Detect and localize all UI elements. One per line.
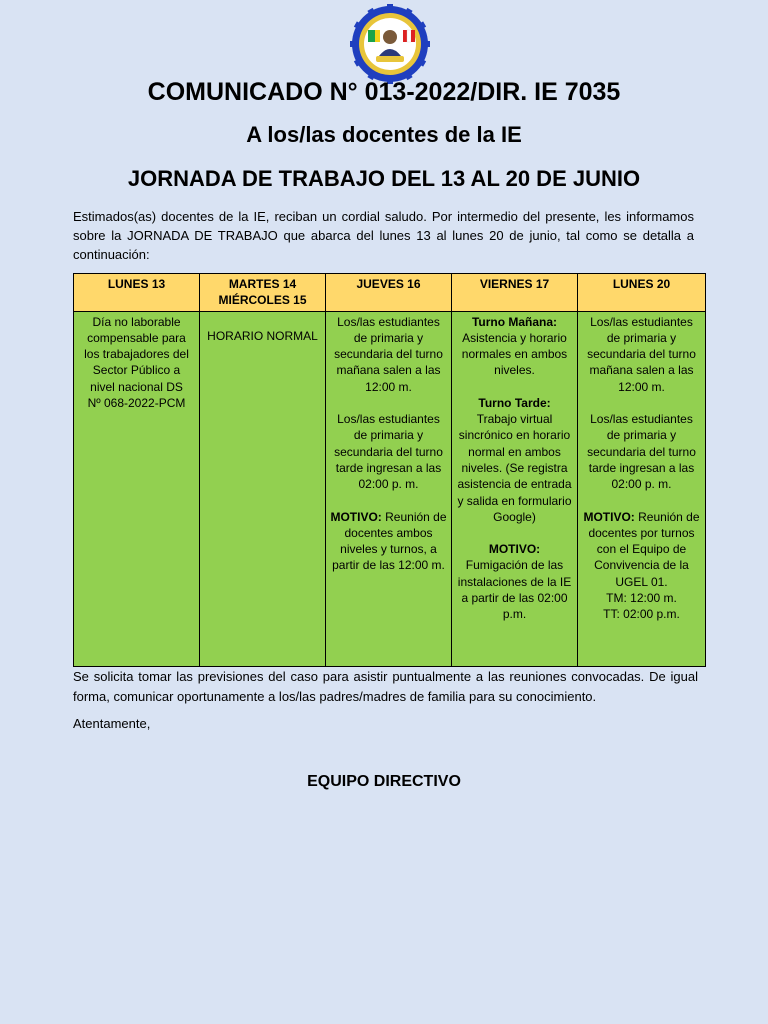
lunes20-tt: TT: 02:00 p.m. (603, 607, 680, 622)
intro-paragraph: Estimados(as) docentes de la IE, reciban un cordial saludo. Por intermedio del presente, les informamos sobre la JORNADA DE TRABAJO que abarca del lunes 13 al lunes 20 de junio, tal como se detalla a continuación: (73, 209, 694, 262)
viernes-tarde-text: Trabajo virtual sincrónico en horario normal en ambos niveles. (Se registra asistencia de entrada y salida en formulario Google) (457, 412, 572, 524)
sign-off: Atentamente, (73, 716, 151, 731)
cell-martes-miercoles (200, 311, 326, 666)
jueves-motivo (330, 509, 447, 574)
lunes20-paragraph-1: Los/las estudiantes de primaria y secundaria del turno mañana salen a las 12:00 m. (587, 314, 696, 394)
cell-lunes-13-text: Día no laborable compensable para los trabajadores del Sector Público a nivel nacional DS Nº 068-2022-PCM (84, 314, 189, 411)
lunes20-tm: TM: 12:00 m. (606, 591, 677, 606)
cell-lunes-20 (578, 311, 706, 666)
viernes-motivo-label: MOTIVO: (488, 542, 541, 557)
horario-normal-text: HORARIO NORMAL (207, 328, 318, 343)
viernes-manana-label: Turno Mañana: (471, 314, 558, 329)
ribbon-banner (376, 56, 404, 62)
header-martes-miercoles: MARTES 14 MIÉRCOLES 15 (200, 274, 326, 312)
signature-team: EQUIPO DIRECTIVO (307, 773, 461, 790)
portrait-icon (383, 30, 397, 44)
lunes20-motivo-text: Reunión de docentes por turnos con el Equipo de Convivencia de la UGEL 01. (588, 509, 700, 589)
peru-flag-icon (411, 30, 415, 42)
recipients-heading: A los/las docentes de la IE (246, 122, 522, 147)
cell-viernes-17 (452, 311, 578, 666)
cell-jueves-16 (326, 311, 452, 666)
school-crest-logo (350, 4, 430, 84)
header-lunes-20: LUNES 20 (578, 274, 706, 312)
viernes-tarde-label: Turno Tarde: (478, 395, 551, 410)
viernes-manana-text: Asistencia y horario normales en ambos niveles. (461, 330, 568, 378)
table-header-row (74, 274, 706, 312)
header-jueves-16: JUEVES 16 (326, 274, 452, 312)
green-flag-icon (368, 30, 375, 42)
document-title: COMUNICADO N° 013-2022/DIR. IE 7035 (147, 78, 621, 106)
lunes20-motivo (582, 509, 701, 590)
lunes20-paragraph-2: Los/las estudiantes de primaria y secundaria del turno tarde ingresan a las 02:00 p. m. (587, 412, 696, 492)
jueves-paragraph-1: Los/las estudiantes de primaria y secundaria del turno mañana salen a las 12:00 m. (334, 314, 443, 394)
header-lunes-13: LUNES 13 (74, 274, 200, 312)
jueves-motivo-text: Reunión de docentes ambos niveles y turnos, a partir de las 12:00 m. (332, 509, 447, 573)
jueves-motivo-label: MOTIVO: (330, 509, 382, 524)
cell-lunes-13 (74, 311, 200, 666)
header-viernes-17: VIERNES 17 (452, 274, 578, 312)
subject-heading: JORNADA DE TRABAJO DEL 13 AL 20 DE JUNIO (127, 166, 641, 191)
table-row (74, 311, 706, 666)
schedule-table (73, 273, 706, 667)
lunes20-motivo-label: MOTIVO: (583, 509, 635, 524)
closing-paragraph: Se solicita tomar las previsiones del caso para asistir puntualmente a las reuniones convocadas. De igual forma, comunicar oportunamente a los/las padres/madres de familia para su conocimiento. (73, 669, 698, 704)
jueves-paragraph-2: Los/las estudiantes de primaria y secundaria del turno tarde ingresan a las 02:00 p. m. (334, 412, 443, 492)
viernes-motivo-text: Fumigación de las instalaciones de la IE a partir de las 02:00 p.m. (457, 558, 572, 622)
